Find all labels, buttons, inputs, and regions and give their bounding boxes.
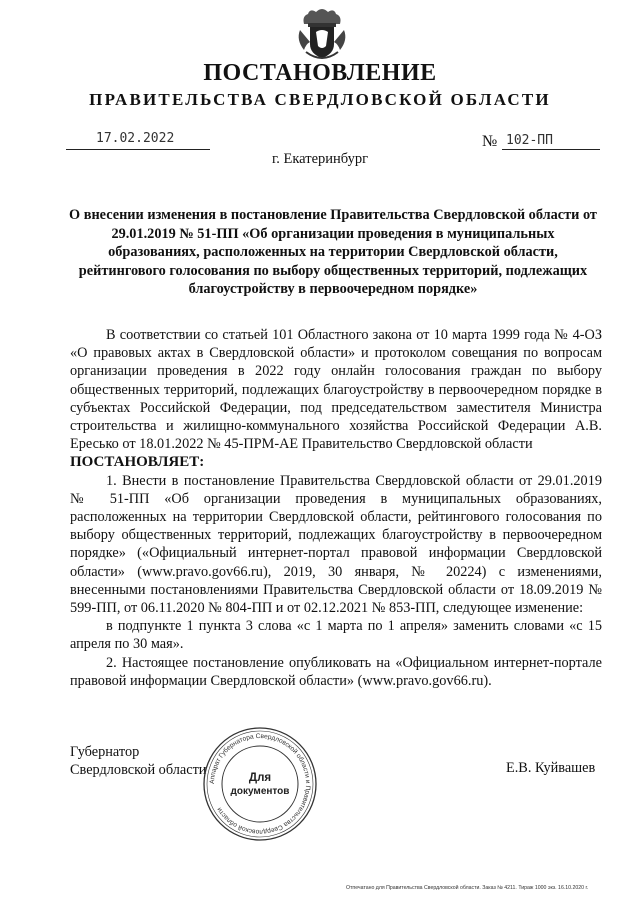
position-line-2: Свердловской области (70, 762, 207, 778)
number-sign: № (482, 133, 498, 150)
signatory-name: Е.В. Куйвашев (506, 760, 596, 776)
item-1-change-paragraph: в подпункте 1 пункта 3 слова «с 1 марта по 1 апреля» заменить словами «с 15 апреля по 30 мая». (70, 618, 602, 653)
document-number: 102-ПП (506, 133, 553, 148)
stamp-center-line-2: документов (230, 786, 290, 797)
stamp-ring-text: Аппарат Губернатора Свердловской области и Правительства Свердловской области (208, 732, 312, 836)
document-date: 17.02.2022 (96, 131, 175, 146)
preamble-paragraph: В соответствии со статьей 101 Областного закона от 10 марта 1999 года № 4-ОЗ «О правовых актах в Свердловской области» и протоколом совещания по вопросам организации проведения в 2022 году онлайн голосования граждан по выбору общественных территорий, подлежащих благоустройству в первоочередном порядке в субъектах Российской Федерации, под председательством заместителя Министра строительства и жилищно-коммунального хозяйства Российской Федерации А.В. Ересько от 18.01.2022 № 45-ПРМ-АЕ Правительство Свердловской области (70, 327, 602, 453)
coat-of-arms-icon (296, 6, 348, 62)
official-stamp (200, 724, 320, 844)
issuer-title: ПРАВИТЕЛЬСТВА СВЕРДЛОВСКОЙ ОБЛАСТИ (89, 90, 551, 109)
document-body (70, 326, 602, 690)
city: г. Екатеринбург (271, 151, 369, 167)
item-2-paragraph: 2. Настоящее постановление опубликовать на «Официальном интернет-портале правовой информации Свердловской области» (www.pravo.gov66.ru). (70, 654, 602, 689)
stamp-center-line-1: Для (248, 772, 272, 784)
document-title: ПОСТАНОВЛЕНИЕ (203, 60, 437, 86)
print-footer: Отпечатано для Правительства Свердловской области. Заказ № 4211. Тираж 1000 экз. 16.10.2020 г. (346, 885, 589, 891)
signatory-position (70, 743, 206, 779)
position-line-1: Губернатор (70, 744, 140, 760)
document-subject: О внесении изменения в постановление Правительства Свердловской области от 29.01.2019 № 51-ПП «Об организации проведения в муниципальных образованиях, расположенных на территории Свердловской области, рейтингового голосования по выбору общественных территорий, подлежащих благоустройству в первоочередном порядке» (69, 207, 597, 297)
item-1-paragraph: 1. Внести в постановление Правительства Свердловской области от 29.01.2019 № 51-ПП «Об организации проведения в муниципальных образованиях, расположенных на территории Свердловской области, рейтингового голосования по выбору общественных территорий, подлежащих благоустройству в первоочередном порядке» («Официальный интернет-портал правовой информации Свердловской области» (www.pravo.gov66.ru), 2019, 30 января, № 20224) с изменениями, внесенными постановлениями Правительства Свердловской области от 18.09.2019 № 599-ПП, от 06.11.2020 № 804-ПП и от 02.12.2021 № 853-ПП, следующее изменение: (70, 472, 602, 617)
resolves-heading: ПОСТАНОВЛЯЕТ: (70, 454, 205, 471)
